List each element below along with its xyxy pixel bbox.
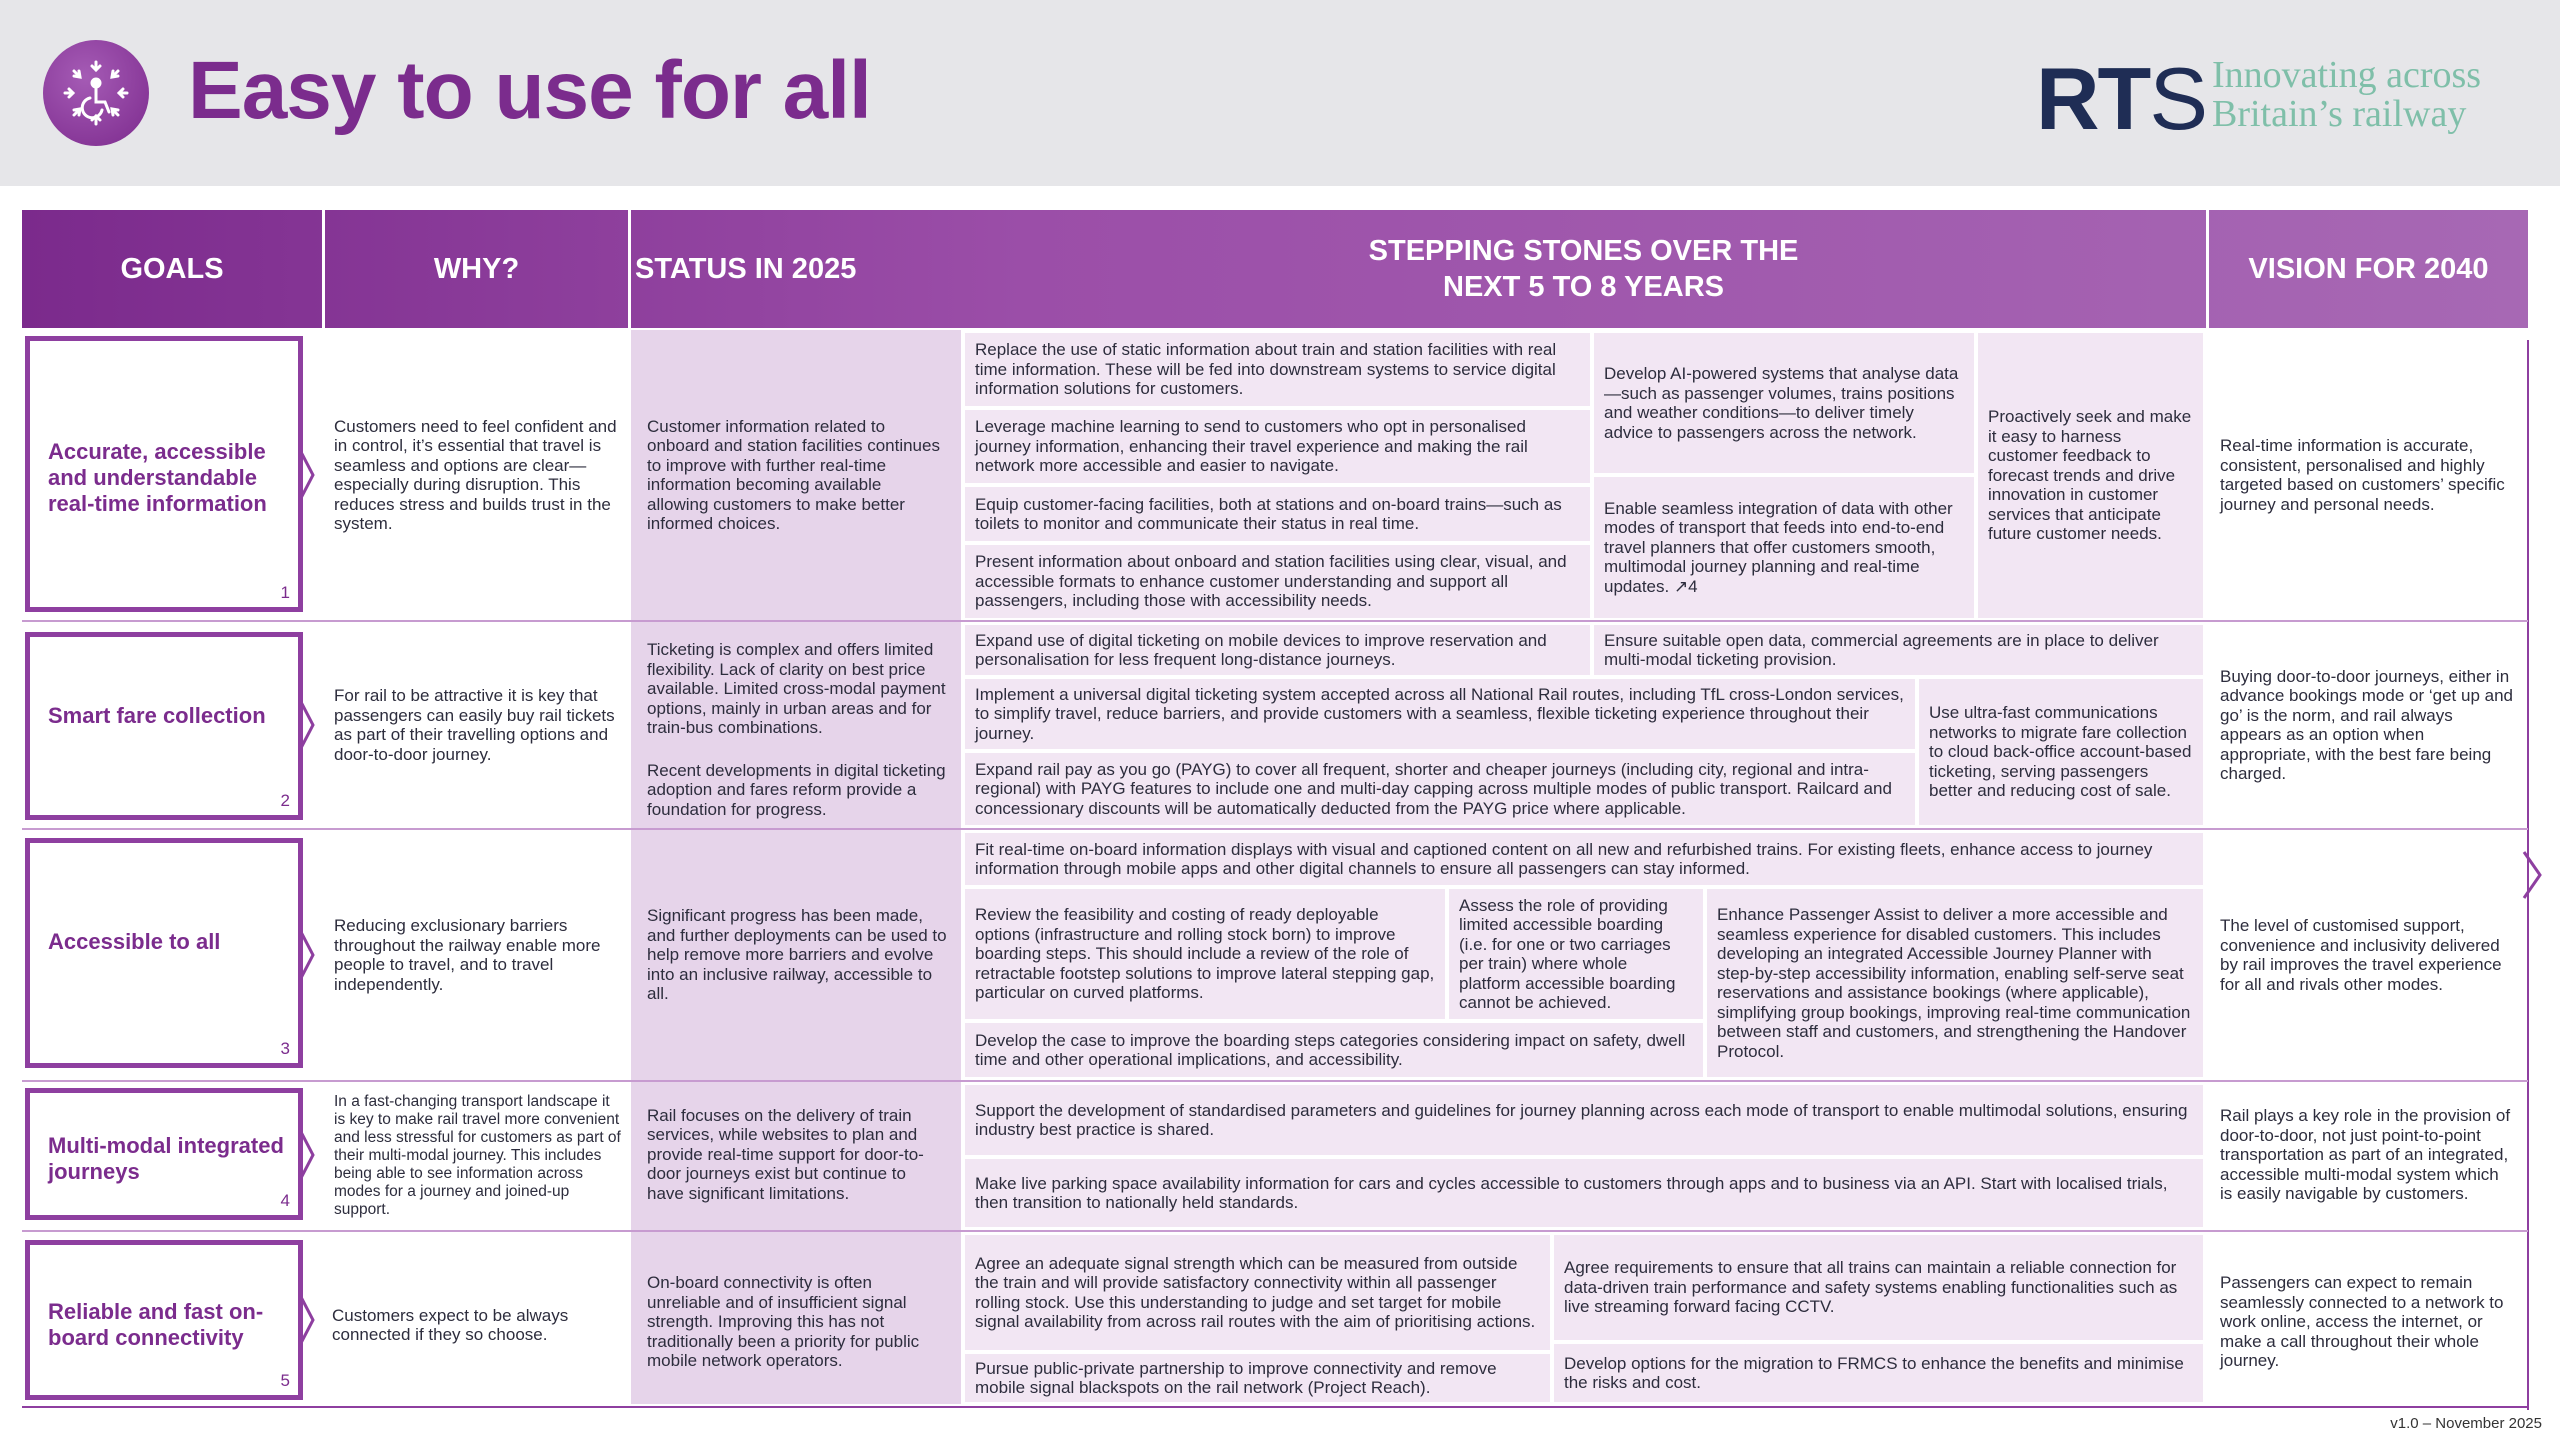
chevron-right-icon (299, 930, 317, 980)
vision-text: Rail plays a key role in the provision of door-to-door, not just point-to-point transportation as part of an integrated, accessible multi-modal system which is easily navigable by customers. (2220, 1106, 2511, 1204)
status-text-2: Recent developments in digital ticketing adoption and fares reform provide a foundation for progress. (647, 760, 946, 819)
vision-text: Real-time information is accurate, consistent, personalised and highly targeted based on customers’ specific journey and personal needs. (2220, 436, 2505, 514)
stepping-stone: Expand use of digital ticketing on mobile devices to improve reservation and personalisation for less frequent long-distance journeys. (965, 625, 1590, 675)
stepping-stone: Make live parking space availability information for cars and cycles accessible to customers through apps and to business via an API. Start with localised trials, then transition to nationally held standards. (965, 1159, 2203, 1227)
row-divider (22, 1080, 2528, 1082)
row-divider (22, 620, 2528, 622)
stepping-stone: Develop options for the migration to FRMCS to enhance the benefits and minimise the risks and cost. (1554, 1344, 2203, 1402)
why-text: Customers need to feel confident and in control, it’s essential that travel is seamless and options are clear—especially during disruption. This reduces stress and builds trust in the system. (334, 416, 617, 533)
stepping-stone: Support the development of standardised parameters and guidelines for journey planning across each mode of transport to enable multimodal solutions, ensuring industry best practice is shared. (965, 1085, 2203, 1155)
goal-box (25, 632, 303, 820)
goal-number: 2 (280, 791, 290, 810)
goal-title: Smart fare collection (48, 703, 266, 728)
stepping-stone: Proactively seek and make it easy to harness customer feedback to forecast trends and drive innovation in customer services that anticipate future customer needs. (1978, 333, 2203, 618)
stepping-stone: Equip customer-facing facilities, both at stations and on-board trains—such as toilets to monitor and communicate their status in real time. (965, 487, 1590, 541)
stepping-stone: Enhance Passenger Assist to deliver a more accessible and seamless experience for disabled customers. This includes developing an integrated Accessible Journey Planner with step-by-step accessibility information, enabling self-serve seat reservations and assistance bookings (where applicable), simplifying group bookings, improving real-time communication between staff and customers, and strengthening the Handover Protocol. (1707, 889, 2203, 1077)
stepping-stone: Enable seamless integration of data with other modes of transport that feeds into end-to-end travel planners that offer customers smooth, multimodal journey planning and real-time updates. ↗4 (1594, 477, 1974, 618)
stepping-stone: Develop the case to improve the boarding steps categories considering impact on safety, dwell time and other operational implications, and accessibility. (965, 1023, 1703, 1077)
goal-box (25, 838, 303, 1068)
header-goals: GOALS (120, 253, 224, 285)
page-title: Easy to use for all (188, 45, 871, 136)
header-why: WHY? (433, 253, 520, 285)
tagline-line1: Innovating across (2212, 54, 2482, 96)
goal-number: 1 (280, 583, 290, 602)
status-text: Customer information related to onboard and station facilities continues to improve with further real-time information becoming available allowing customers to make better informed choices. (647, 416, 940, 533)
row-divider (22, 1406, 2528, 1408)
goal-title: Reliable and fast on-board connectivity (48, 1299, 264, 1350)
header-stepping-stones (961, 210, 2206, 328)
stepping-stone: Implement a universal digital ticketing system accepted across all National Rail routes, including TfL cross-London services, to simplify travel, reduce barriers, and provide customers with a seamless, flexible ticketing experience throughout their journey. (965, 679, 1915, 749)
stepping-stone: Review the feasibility and costing of ready deployable options (infrastructure and rolling stock born) to improve boarding steps. This should include a review of the role of retractable footstep solutions to improve lateral stepping gap, particular on curved platforms. (965, 889, 1445, 1019)
stepping-stone: Fit real-time on-board information displays with visual and captioned content on all new and refurbished trains. For existing fleets, enhance access to journey information through mobile apps and other digital channels to ensure all passengers can stay informed. (965, 833, 2203, 885)
stepping-stone: Pursue public-private partnership to improve connectivity and remove mobile signal blackspots on the rail network (Project Reach). (965, 1354, 1550, 1402)
status-text: Rail focuses on the delivery of train services, while websites to plan and provide real-time support for door-to-door journeys exist but continue to have significant limitations. (647, 1105, 924, 1203)
goal-number: 5 (280, 1371, 290, 1390)
goal-box (25, 336, 303, 612)
goal-box (25, 1240, 303, 1400)
status-text: Ticketing is complex and offers limited flexibility. Lack of clarity on best price available. Limited cross-modal payment options, mainly in urban areas and for train-bus combinations. (647, 640, 946, 738)
status-text: On-board connectivity is often unreliable and of insufficient signal strength. Improving this has not traditionally been a priority for public mobile network operators. (647, 1273, 920, 1371)
goal-title: Accessible to all (48, 929, 221, 954)
tagline-line2: Britain’s railway (2212, 93, 2467, 135)
chevron-right-icon (299, 700, 317, 750)
stepping-stone: Use ultra-fast communications networks to migrate fare collection to cloud back-office account-based ticketing, serving passengers better and reducing cost of sale. (1919, 679, 2203, 825)
goal-number: 4 (280, 1191, 290, 1210)
goal-title: Multi-modal integrated journeys (48, 1133, 284, 1184)
status-text: Significant progress has been made, and further deployments can be used to help remove more barriers and evolve into an inclusive railway, accessible to all. (647, 906, 947, 1004)
vision-text: Passengers can expect to remain seamlessly connected to a network to work online, access the internet, or make a call throughout their whole journey. (2220, 1273, 2504, 1371)
stepping-stone: Assess the role of providing limited accessible boarding (i.e. for one or two carriages per train) where whole platform accessible boarding cannot be achieved. (1449, 889, 1703, 1019)
goal-box (25, 1088, 303, 1220)
stepping-stone: Expand rail pay as you go (PAYG) to cover all frequent, shorter and cheaper journeys (including city, regional and intra-regional) with PAYG features to include one and multi-day capping across multiple modes of public transport. Railcard and concessionary discounts will be automatically deducted from the PAYG price where applicable. (965, 753, 1915, 825)
header-stepping-line1: STEPPING STONES OVER THE (1368, 235, 1799, 267)
bracket-arrow-icon (2522, 850, 2542, 900)
why-text: Customers expect to be always connected if they so choose. (332, 1305, 569, 1344)
vision-text: The level of customised support, convenience and inclusivity delivered by rail improves the travel experience for all and rivals other modes. (2220, 916, 2502, 994)
stepping-stone: Leverage machine learning to send to customers who opt in personalised journey information, enhancing their travel experience and making the rail network more accessible and easier to navigate. (965, 410, 1590, 483)
row-divider (22, 828, 2528, 830)
header-stepping-line2: NEXT 5 TO 8 YEARS (1443, 271, 1724, 303)
stepping-stone: Present information about onboard and station facilities using clear, visual, and accessible formats to enhance customer understanding and support all passengers, including those with accessibility needs. (965, 545, 1590, 618)
goal-number: 3 (280, 1039, 290, 1058)
stepping-stone: Ensure suitable open data, commercial agreements are in place to deliver multi-modal ticketing provision. (1594, 625, 2203, 675)
why-text: Reducing exclusionary barriers throughout the railway enable more people to travel, and to travel independently. (334, 916, 601, 994)
rts-logo: RTS (2036, 49, 2207, 148)
chevron-right-icon (299, 1295, 317, 1345)
stepping-stone: Agree an adequate signal strength which can be measured from outside the train and will provide satisfactory connectivity within all passenger rolling stock. Use this understanding to judge and set target for mobile signal availability from across rail routes with the aim of prioritising actions. (965, 1235, 1550, 1350)
header-status: STATUS IN 2025 (635, 253, 857, 285)
stepping-stone: Develop AI-powered systems that analyse data—such as passenger volumes, trains positions and weather conditions—to deliver timely advice to passengers across the network. (1594, 333, 1974, 473)
tagline (2212, 56, 2552, 134)
vision-text: Buying door-to-door journeys, either in advance bookings mode or ‘get up and go’ is the norm, and rail always appears as an option when appropriate, with the best fare being charged. (2220, 666, 2513, 783)
header-vision: VISION FOR 2040 (2248, 253, 2489, 285)
accessibility-badge (43, 40, 149, 146)
chevron-right-icon (299, 450, 317, 500)
version-label: v1.0 – November 2025 (2390, 1415, 2542, 1432)
why-text: In a fast-changing transport landscape it is key to make rail travel more convenient and less stressful for customers as part of their multi-modal journey. This includes being able to see information across modes for a journey and joined-up support. (334, 1093, 621, 1218)
goal-title: Accurate, accessible and understandable real-time information (48, 439, 267, 516)
chevron-right-icon (299, 1130, 317, 1180)
row-divider (22, 1230, 2528, 1232)
why-text: For rail to be attractive it is key that passengers can easily buy rail tickets as part of their travelling options and door-to-door journey. (334, 686, 615, 764)
stepping-stone: Agree requirements to ensure that all trains can maintain a reliable connection for data-driven train performance and safety systems enabling functionalities such as live streaming forward facing CCTV. (1554, 1235, 2203, 1340)
stepping-stone: Replace the use of static information about train and station facilities with real time information. These will be fed into downstream systems to service digital information solutions for customers. (965, 333, 1590, 406)
accessibility-icon (43, 40, 149, 146)
